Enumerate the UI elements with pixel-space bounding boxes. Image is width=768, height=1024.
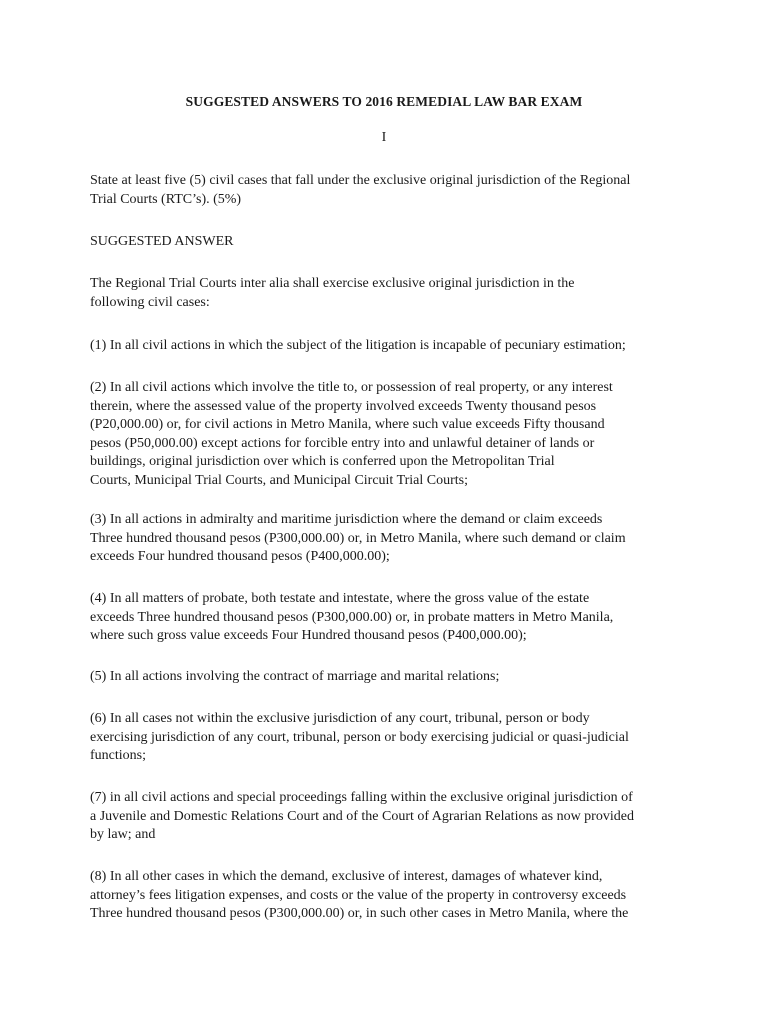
list-item-line: (P20,000.00) or, for civil actions in Metro Manila, where such value exceeds Fifty thousand: [90, 417, 605, 432]
document-title: SUGGESTED ANSWERS TO 2016 REMEDIAL LAW BAR EXAM: [185, 94, 583, 109]
answer-heading: SUGGESTED ANSWER: [90, 234, 234, 249]
list-item-line: (7) in all civil actions and special proceedings falling within the exclusive original jurisdiction of: [90, 790, 633, 805]
list-item-line: exceeds Three hundred thousand pesos (P300,000.00) or, in probate matters in Metro Manila,: [90, 609, 614, 625]
list-item-6: [90, 710, 690, 766]
list-item-line: (5) In all actions involving the contract of marriage and marital relations;: [90, 669, 500, 684]
list-item-line: where such gross value exceeds Four Hundred thousand pesos (P400,000.00);: [90, 628, 527, 643]
list-item-8: [90, 868, 690, 924]
list-item-5: [90, 668, 690, 687]
list-item-line: Three hundred thousand pesos (P300,000.00) or, in such other cases in Metro Manila, where the: [90, 906, 629, 921]
list-item-line: attorney’s fees litigation expenses, and costs or the value of the property in controversy exceeds: [90, 887, 627, 903]
list-item-line: (8) In all other cases in which the demand, exclusive of interest, damages of whatever kind,: [90, 869, 603, 884]
list-item-line: a Juvenile and Domestic Relations Court and of the Court of Agrarian Relations as now provided: [90, 808, 634, 824]
list-item-line: functions;: [90, 748, 146, 763]
section-number: I: [381, 130, 387, 145]
list-item-3: [90, 511, 690, 567]
question-line: Trial Courts (RTC’s). (5%): [90, 191, 242, 207]
list-item-line: (1) In all civil actions in which the subject of the litigation is incapable of pecuniary estimation;: [90, 338, 626, 353]
list-item-2: [90, 379, 690, 490]
list-item-line: Courts, Municipal Trial Courts, and Municipal Circuit Trial Courts;: [90, 472, 469, 488]
list-item-4: [90, 590, 690, 646]
question-line: State at least five (5) civil cases that fall under the exclusive original jurisdiction of the Regional: [90, 173, 631, 188]
intro-line: The Regional Trial Courts inter alia shall exercise exclusive original jurisdiction in the: [90, 276, 575, 291]
list-item-line: (3) In all actions in admiralty and maritime jurisdiction where the demand or claim exceeds: [90, 512, 603, 527]
list-item-line: therein, where the assessed value of the property involved exceeds Twenty thousand pesos: [90, 398, 597, 414]
list-item-line: by law; and: [90, 827, 156, 842]
list-item-line: (4) In all matters of probate, both testate and intestate, where the gross value of the estate: [90, 591, 590, 606]
question-text: [90, 172, 690, 209]
list-item-line: exercising jurisdiction of any court, tribunal, person or body exercising judicial or quasi-judicial: [90, 729, 629, 745]
list-item-line: pesos (P50,000.00) except actions for forcible entry into and unlawful detainer of lands or: [90, 435, 595, 451]
list-item-line: buildings, original jurisdiction over which is conferred upon the Metropolitan Trial: [90, 454, 555, 469]
list-item-line: exceeds Four hundred thousand pesos (P400,000.00);: [90, 549, 390, 564]
answer-intro: [90, 275, 690, 312]
list-item-line: (6) In all cases not within the exclusive jurisdiction of any court, tribunal, person or body: [90, 711, 590, 726]
list-item-line: (2) In all civil actions which involve the title to, or possession of real property, or any interest: [90, 380, 613, 395]
intro-line: following civil cases:: [90, 294, 210, 310]
list-item-7: [90, 789, 690, 845]
list-item-1: [90, 337, 690, 356]
list-item-line: Three hundred thousand pesos (P300,000.00) or, in Metro Manila, where such demand or claim: [90, 530, 626, 546]
